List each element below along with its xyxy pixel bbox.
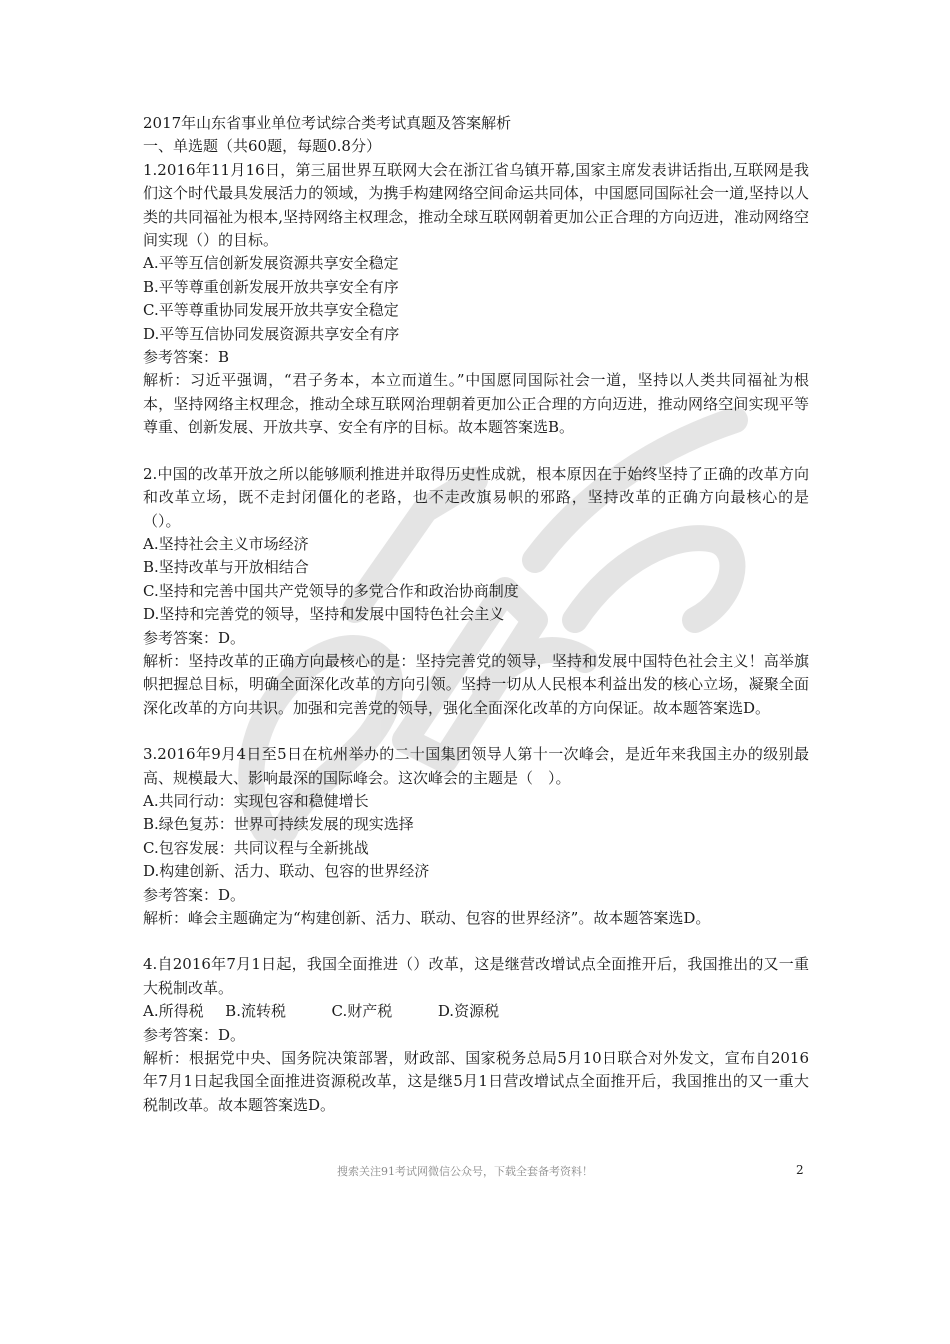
question-3-option-d: D.构建创新、活力、联动、包容的世界经济 (143, 862, 430, 881)
document-title: 2017年山东省事业单位考试综合类考试真题及答案解析 (143, 114, 512, 132)
question-3-stem: 3.2016年9月4日至5日在杭州举办的二十国集团领导人第十一次峰会，是近年来我国主办的级别最高、规模最大、影响最深的国际峰会。这次峰会的主题是（ ）。 (143, 745, 809, 787)
question-1-option-a: A.平等互信创新发展资源共享安全稳定 (143, 254, 399, 273)
question-4-options (143, 1000, 809, 1023)
question-3-option-a: A.共同行动：实现包容和稳健增长 (143, 791, 369, 810)
question-4-stem: 4.自2016年7月1日起，我国全面推进（）改革，这是继营改增试点全面推开后，我国推出的又一重大税制改革。 (143, 955, 809, 997)
question-2-answer: 参考答案：D。 (143, 628, 246, 647)
question-1-answer: 参考答案：B (143, 348, 230, 367)
question-1-stem: 1.2016年11月16日，第三届世界互联网大会在浙江省乌镇开幕,国家主席发表讲话指出,互联网是我们这个时代最具发展活力的领域，为携手构建网络空间命运共同体，中国愿同国际社会一道,坚持以人类的共同福祉为根本,坚持网络主权理念，推动全球互联网朝着更加公正合理的方向迈进，准动网络空间实现（）的目标。 (143, 160, 809, 250)
footer-promo-text: 搜索关注91考试网微信公众号，下载全套备考资料！ (337, 1165, 593, 1178)
question-2-option-d: D.坚持和完善党的领导，坚持和发展中国特色社会主义 (143, 605, 505, 624)
question-4-option-a: A.所得税 (143, 1002, 204, 1021)
question-3-answer: 参考答案：D。 (143, 885, 246, 904)
question-2-option-a: A.坚持社会主义市场经济 (143, 534, 309, 553)
question-2-stem: 2.中国的改革开放之所以能够顺利推进并取得历史性成就，根本原因在于始终坚持了正确的改革方向和改革立场，既不走封闭僵化的老路，也不走改旗易帜的邪路，坚持改革的正确方向最核心的是（）。 (143, 464, 809, 530)
question-4-option-d: D.资源税 (437, 1002, 500, 1021)
question-3-analysis: 解析：峰会主题确定为“构建创新、活力、联动、包容的世界经济”。故本题答案选D。 (143, 909, 711, 927)
question-2-option-c: C.坚持和完善中国共产党领导的多党合作和政治协商制度 (143, 581, 519, 600)
question-4-answer: 参考答案：D。 (143, 1025, 246, 1044)
document-body (143, 112, 809, 1117)
question-4-option-c: C.财产税 (331, 1002, 393, 1021)
question-3-option-b: B.绿色复苏：世界可持续发展的现实选择 (143, 815, 414, 834)
page-number: 2 (796, 1163, 804, 1177)
page-footer (0, 1163, 950, 1185)
question-2-analysis: 解析：坚持改革的正确方向最核心的是：坚持完善党的领导，坚持和发展中国特色社会主义！高举旗帜把握总目标，明确全面深化改革的方向引领。坚持一切从人民根本利益出发的核心立场，凝聚全面深化改革的方向共识。加强和完善党的领导，强化全面深化改革的方向保证。故本题答案选D。 (143, 651, 809, 717)
question-4-analysis: 解析：根据党中央、国务院决策部署，财政部、国家税务总局5月10日联合对外发文，宣布自2016年7月1日起我国全面推进资源税改革，这是继5月1日营改增试点全面推开后，我国推出的又一重大税制改革。故本题答案选D。 (143, 1049, 809, 1114)
question-2-option-b: B.坚持改革与开放相结合 (143, 558, 309, 577)
question-1-option-b: B.平等尊重创新发展开放共享安全有序 (143, 277, 399, 296)
question-4-option-b: B.流转税 (225, 1002, 286, 1021)
question-1-analysis: 解析：习近平强调，“君子务本，本立而道生。”中国愿同国际社会一道，坚持以人类共同福祉为根本，坚持网络主权理念，推动全球互联网治理朝着更加公正合理的方向迈进，推动网络空间实现平等尊重、创新发展、开放共享、安全有序的目标。故本题答案选B。 (143, 371, 809, 437)
question-3-option-c: C.包容发展：共同议程与全新挑战 (143, 838, 369, 857)
section-heading: 一、单选题（共60题，每题0.8分） (143, 137, 381, 156)
question-1-option-c: C.平等尊重协同发展开放共享安全稳定 (143, 301, 399, 320)
question-1-option-d: D.平等互信协同发展资源共享安全有序 (143, 324, 400, 343)
